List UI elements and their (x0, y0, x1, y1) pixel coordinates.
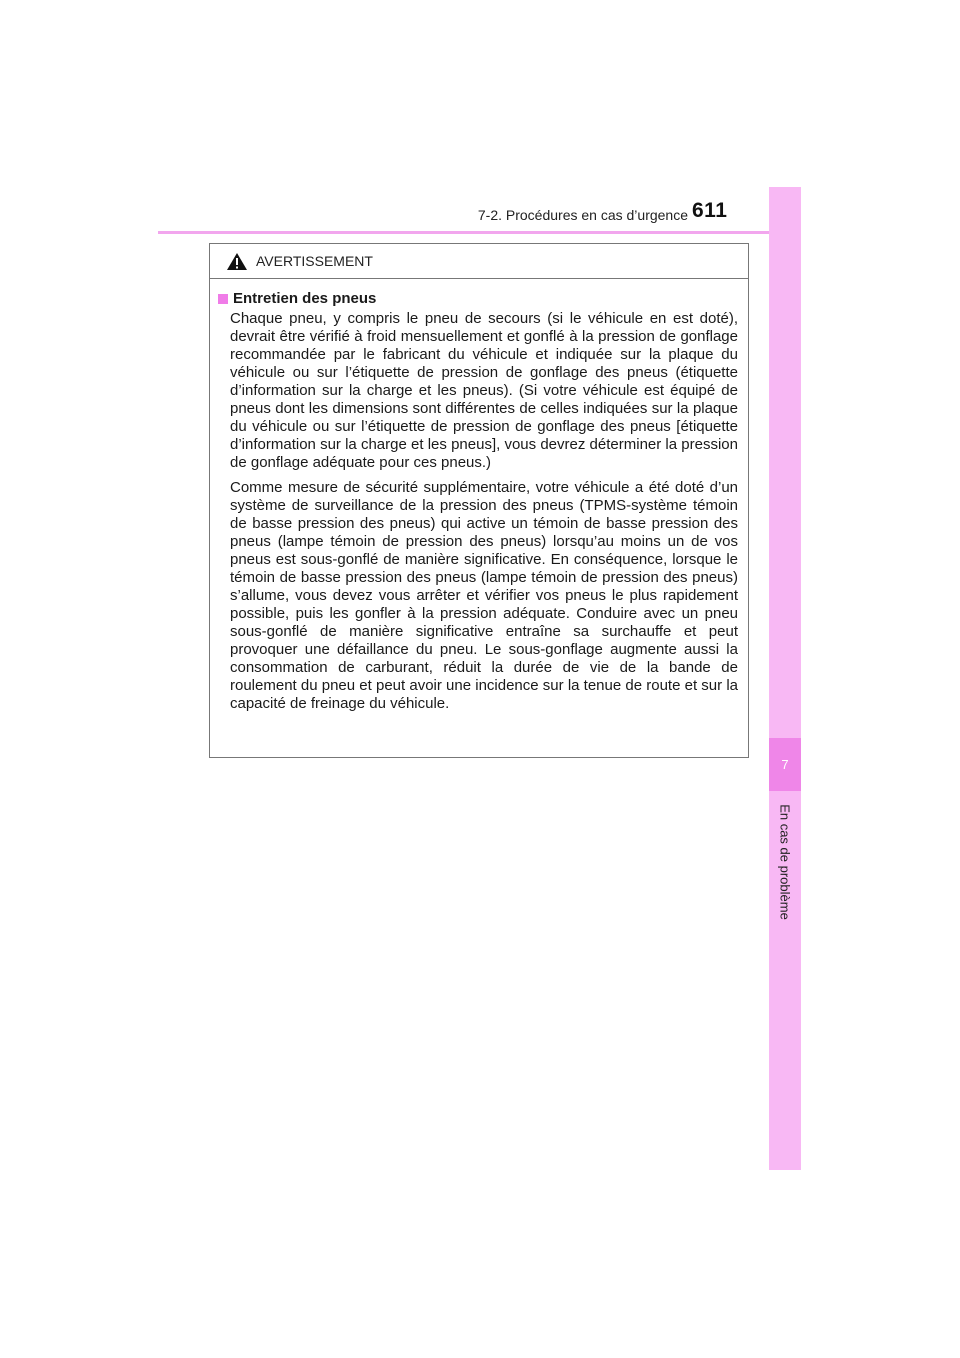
square-bullet-icon (218, 294, 228, 304)
chapter-number: 7 (769, 738, 801, 791)
section-title (218, 290, 738, 308)
warning-header (210, 244, 748, 279)
warning-body (210, 279, 748, 713)
warning-box (209, 243, 749, 758)
warning-label: AVERTISSEMENT (256, 253, 373, 269)
chapter-title: En cas de problème (777, 804, 793, 920)
warning-triangle-icon (226, 252, 248, 271)
paragraph: Comme mesure de sécurité supplémentaire, votre véhicule a été doté d’un système de surveillance de la pression des pneus (TPMS-système témoin de basse pression des pneus) qui active un témoin de basse pression des pneus (lampe témoin de pression des pneus) lorsqu’au moins un de vos pneus est sous-gonflé de manière significative. En conséquence, lorsque le témoin de basse pression des pneus (lampe témoin de pression des pneus) s’allume, vous devez vous arrêter et vérifier vos pneus le plus rapidement possible, puis les gonfler à la pression adéquate. Conduire avec un pneu sous-gonflé de manière significative entraîne sa surchauffe et peut provoquer une défaillance du pneu. Le sous-gonflage augmente aussi la consommation de carburant, réduit la durée de vie de la bande de roulement du pneu et peut avoir une incidence sur la tenue de route et sur la capacité de freinage du véhicule. (230, 479, 738, 712)
page-number: 611 (692, 199, 728, 222)
header-rule (158, 231, 800, 234)
section-title-text: Entretien des pneus (233, 290, 377, 307)
chapter-side-tab (769, 187, 801, 1170)
section-heading: 7-2. Procédures en cas d’urgence (477, 207, 688, 223)
paragraph: Chaque pneu, y compris le pneu de secours (si le véhicule en est doté), devrait être vérifié à froid mensuellement et gonflé à la pression de gonflage recommandée par le fabricant du véhicule et indiquée sur la plaque du véhicule ou sur l’étiquette de pression de gonflage des pneus (étiquette d’information sur la charge et les pneus). (Si votre véhicule est équipé de pneus dont les dimensions sont différentes de celles indiquées sur la plaque du véhicule ou sur l’étiquette de pression de gonflage des pneus [étiquette d’information sur la charge et les pneus], vous devrez déterminer la pression de gonflage adéquate pour ces pneus.) (230, 310, 738, 471)
